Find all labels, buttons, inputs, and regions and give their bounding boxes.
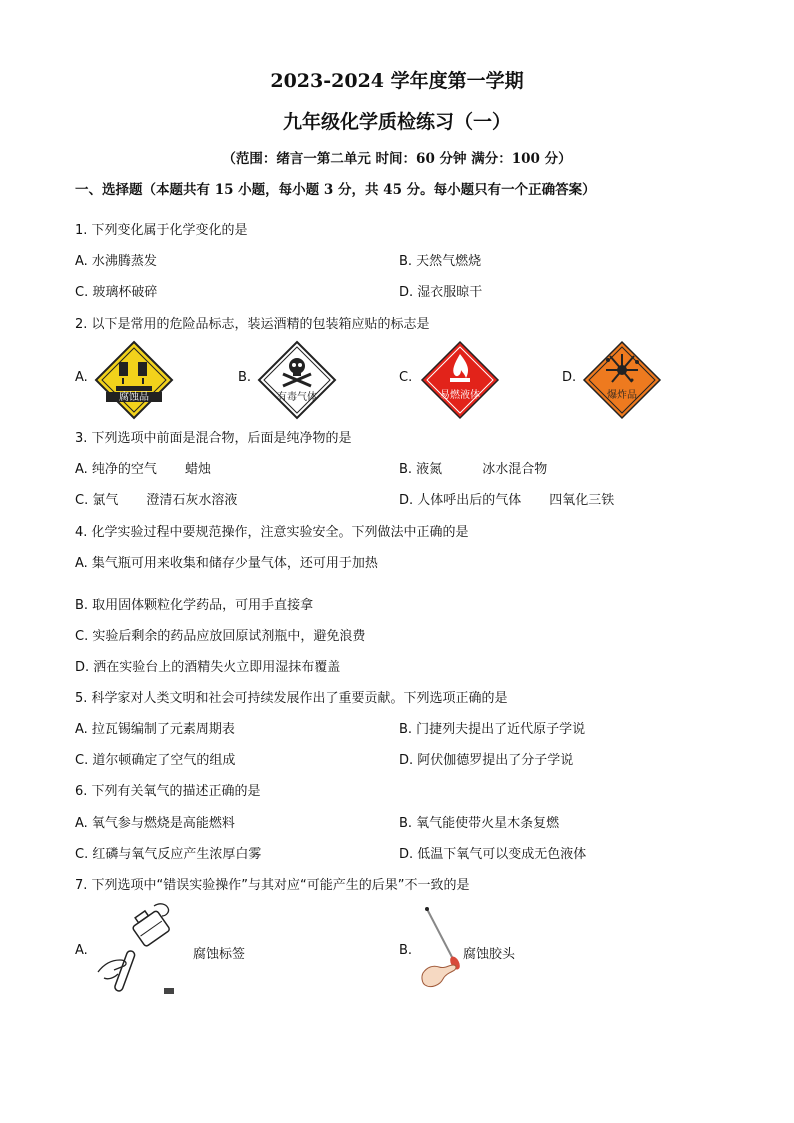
q5-option-b: B. 门捷列夫提出了近代原子学说 bbox=[399, 722, 586, 737]
q1-option-a: A. 水沸腾蒸发 bbox=[75, 254, 157, 269]
q6-option-c: C. 红磷与氧气反应产生浓厚白雾 bbox=[75, 847, 262, 862]
q5-option-a: A. 拉瓦锡编制了元素周期表 bbox=[75, 722, 235, 737]
q7-stem: 7. 下列选项中“错误实验操作”与其对应“可能产生的后果”不一致的是 bbox=[75, 878, 470, 893]
q5-stem: 5. 科学家对人类文明和社会可持续发展作出了重要贡献。下列选项正确的是 bbox=[75, 691, 508, 706]
toxic-gas-sign-icon bbox=[257, 340, 337, 420]
q3-option-b-first: B. 液氮 bbox=[399, 462, 443, 477]
q4-option-d: D. 洒在实验台上的酒精失火立即用湿抹布覆盖 bbox=[75, 660, 341, 675]
q3-option-d-second: 四氧化三铁 bbox=[549, 493, 615, 508]
q7-option-b-result: 腐蚀胶头 bbox=[463, 947, 516, 962]
q3-option-c bbox=[75, 489, 237, 508]
q3-option-a bbox=[75, 458, 211, 477]
q1-option-d: D. 湿衣服晾干 bbox=[399, 285, 483, 300]
exam-scope: （范围：绪言一第二单元 时间：60 分钟 满分：100 分） bbox=[222, 151, 572, 167]
q3-option-b-second: 冰水混合物 bbox=[482, 462, 548, 477]
q3-option-d bbox=[399, 489, 614, 508]
corrosive-sign-text: 腐蚀品 bbox=[119, 392, 149, 403]
q6-stem: 6. 下列有关氧气的描述正确的是 bbox=[75, 784, 261, 799]
q4-option-c: C. 实验后剩余的药品应放回原试剂瓶中，避免浪费 bbox=[75, 629, 366, 644]
q6-option-b: B. 氧气能使带火星木条复燃 bbox=[399, 816, 560, 831]
corrosive-sign-icon bbox=[94, 340, 174, 420]
explosive-sign-text: 爆炸品 bbox=[607, 390, 637, 401]
q3-option-d-first: D. 人体呼出后的气体 bbox=[399, 493, 522, 508]
q2-option-d-label: D. bbox=[562, 370, 577, 385]
pouring-reagent-illustration-icon bbox=[94, 898, 194, 1000]
flammable-liquid-sign-text: 易燃液体 bbox=[440, 390, 480, 401]
explosive-sign-icon bbox=[582, 340, 662, 420]
q5-option-c: C. 道尔顿确定了空气的组成 bbox=[75, 753, 236, 768]
q4-option-a: A. 集气瓶可用来收集和储存少量气体，还可用于加热 bbox=[75, 556, 378, 571]
q3-option-c-second: 澄清石灰水溶液 bbox=[146, 493, 238, 508]
toxic-gas-sign-text: 有毒气体 bbox=[277, 392, 317, 403]
dropper-hand-illustration-icon bbox=[415, 905, 465, 991]
q3-option-a-first: A. 纯净的空气 bbox=[75, 462, 157, 477]
q7-option-a-result: 腐蚀标签 bbox=[193, 947, 246, 962]
q1-stem: 1. 下列变化属于化学变化的是 bbox=[75, 223, 248, 238]
q7-option-b-label: B. bbox=[399, 943, 413, 958]
q3-stem: 3. 下列选项中前面是混合物，后面是纯净物的是 bbox=[75, 431, 352, 446]
q2-option-b-label: B. bbox=[238, 370, 252, 385]
q3-option-a-second: 蜡烛 bbox=[184, 462, 211, 477]
q6-option-d: D. 低温下氧气可以变成无色液体 bbox=[399, 847, 587, 862]
q2-option-a-label: A. bbox=[75, 370, 88, 385]
flammable-liquid-sign-icon bbox=[420, 340, 500, 420]
section-title: 一、选择题（本题共有 15 小题，每小题 3 分，共 45 分。每小题只有一个正确答案） bbox=[75, 182, 596, 198]
q1-option-c: C. 玻璃杯破碎 bbox=[75, 285, 158, 300]
q1-option-b: B. 天然气燃烧 bbox=[399, 254, 482, 269]
q3-option-b bbox=[399, 458, 547, 477]
q4-stem: 4. 化学实验过程中要规范操作，注意实验安全。下列做法中正确的是 bbox=[75, 525, 469, 540]
year-term-title: 2023-2024 学年度第一学期 bbox=[270, 70, 524, 92]
q2-stem: 2. 以下是常用的危险品标志，装运酒精的包装箱应贴的标志是 bbox=[75, 317, 430, 332]
q3-option-c-first: C. 氯气 bbox=[75, 493, 119, 508]
q7-option-a-label: A. bbox=[75, 943, 88, 958]
q6-option-a: A. 氧气参与燃烧是高能燃料 bbox=[75, 816, 235, 831]
q2-option-c-label: C. bbox=[399, 370, 413, 385]
q5-option-d: D. 阿伏伽德罗提出了分子学说 bbox=[399, 753, 574, 768]
q4-option-b: B. 取用固体颗粒化学药品，可用手直接拿 bbox=[75, 598, 314, 613]
exam-title: 九年级化学质检练习（一） bbox=[282, 111, 511, 133]
